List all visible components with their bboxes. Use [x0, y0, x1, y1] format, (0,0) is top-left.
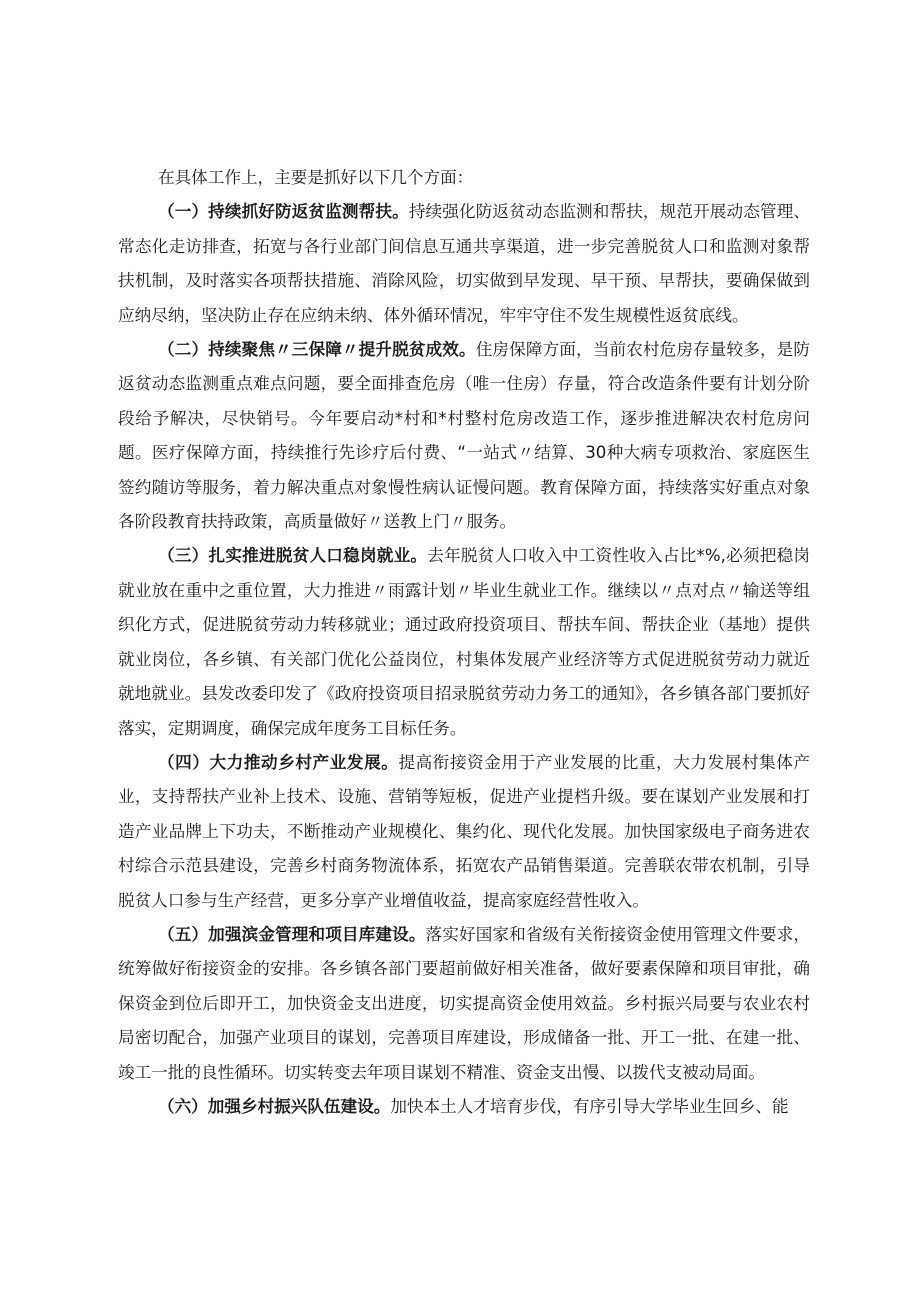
section-paragraph-2 [118, 333, 810, 539]
section-body-3: 去年脱贫人口收入中工资性收入占比*%,必须把稳岗就业放在重中之重位置，大力推进〃雨露计划〃毕业生就业工作。继续以〃点对点〃输送等组织化方式，促进脱贫劳动力转移就业；通过政府投资项目、帮扶车间、帮扶企业（基地）提供就业岗位，各乡镇、有关部门优化公益岗位，村集体发展产业经济等方式促进脱贫劳动力就近就地就业。县发改委印发了《政府投资项目招录脱贫劳动力务工的通知》，各乡镇各部门要抓好落实，定期调度，确保完成年度务工目标任务。 [118, 546, 811, 738]
section-heading-5: （五）加强滨金管理和项目库建设。 [158, 924, 426, 944]
section-heading-1: （一）持续抓好防返贫监测帮扶。 [158, 202, 409, 222]
section-body-1: 持续强化防返贫动态监测和帮扶，规范开展动态管理、常态化走访排查，拓宽与各行业部门间信息互通共享渠道，进一步完善脱贫人口和监测对象帮扶机制，及时落实各项帮扶措施、消除风险，切实做到早发现、早干预、早帮扶，要确保做到应纳尽纳，坚决防止存在应纳未纳、体外循环情况，牢牢守住不发生规模性返贫底线。 [118, 202, 811, 325]
section-body-4: 提高衔接资金用于产业发展的比重，大力发展村集体产业，支持帮扶产业补上技术、设施、营销等短板，促进产业提档升级。要在谋划产业发展和打造产业品牌上下功夫，不断推动产业规模化、集约化、现代化发展。加快国家级电子商务进农村综合示范县建设，完善乡村商务物流体系，拓宽农产品销售渠道。完善联农带农机制，引导脱贫人口参与生产经营，更多分享产业增值收益，提高家庭经营性收入。 [118, 752, 811, 910]
section-body-5: 落实好国家和省级有关衔接资金使用管理文件要求，统筹做好衔接资金的安排。各乡镇各部门要超前做好相关准备，做好要素保障和项目审批，确保资金到位后即开工，加快资金支出进度，切实提高资金使用效益。乡村振兴局要与农业农村局密切配合，加强产业项目的谋划，完善项目库建设，形成储备一批、开工一批、在建一批、竣工一批的良性循环。切实转变去年项目谋划不精准、资金支出慢、以拨代支被动局面。 [118, 924, 811, 1082]
section-paragraph-6 [118, 1090, 810, 1124]
intro-paragraph: 在具体工作上，主要是抓好以下几个方面： [158, 168, 474, 187]
section-paragraph-4 [118, 746, 810, 918]
section-paragraph-5 [118, 918, 810, 1090]
document-body [118, 161, 810, 1124]
section-heading-4: （四）大力推动乡村产业发展。 [158, 752, 399, 772]
section-paragraph-3 [118, 539, 810, 745]
section-heading-6: （六）加强乡村振兴队伍建设。 [158, 1096, 391, 1116]
section-heading-2: （二）持续聚焦〃三保障〃提升脱贫成效。 [158, 340, 476, 360]
section-paragraph-1 [118, 195, 810, 333]
section-heading-3: （三）扎实推进脱贫人口稳岗就业。 [158, 546, 428, 566]
section-body-6: 加快本土人才培育步伐，有序引导大学毕业生回乡、能 [390, 1096, 789, 1116]
section-body-2: 住房保障方面，当前农村危房存量较多，是防返贫动态监测重点难点问题，要全面排查危房（唯一住房）存量，符合改造条件要有计划分阶段给予解决，尽快销号。今年要启动*村和*村整村危房改造工作，逐步推进解决农村危房问题。医疗保障方面，持续推行先诊疗后付费、“一站式〃结算、30种大病专项救治、家庭医生签约随访等服务，着力解决重点对象慢性病认证慢问题。教育保障方面，持续落实好重点对象各阶段教育扶持政策，高质量做好〃送教上门〃服务。 [118, 340, 810, 532]
